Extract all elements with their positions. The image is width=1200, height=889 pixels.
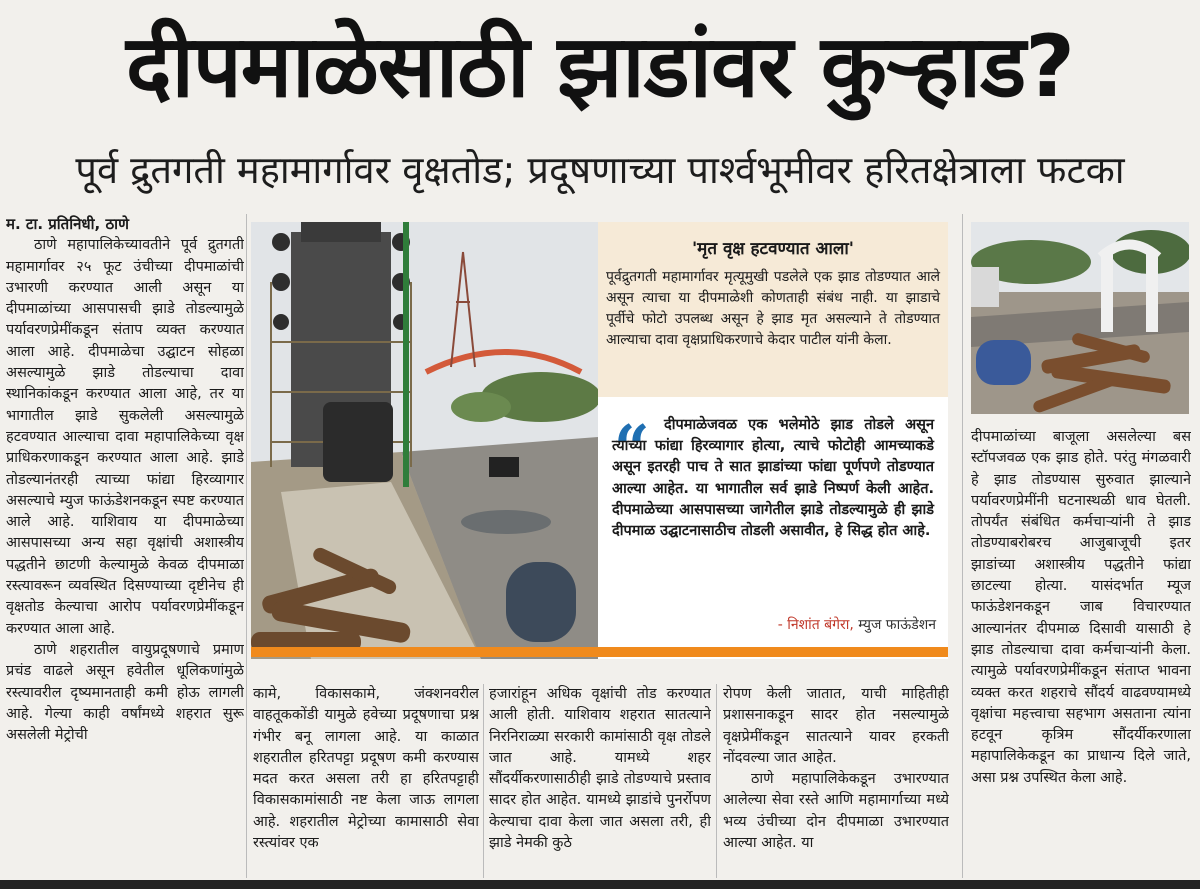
quote-attribution [778,615,936,634]
deepmal-tower-photo [251,222,598,659]
article-column-5 [971,427,1191,878]
paragraph: रोपण केली जातात, याची माहितीही प्रशासनाकडून सादर होत नसल्यामुळे वृक्षप्रेमींकडून सातत्याने यावर हरकती नोंदवल्या जात आहेत. [723,686,949,766]
paragraph: दीपमाळांच्या बाजूला असलेल्या बस स्टॉपजवळ एक झाड होते. परंतु मंगळवारी हे झाड तोडण्यास सुरुवात झाल्याने पर्यावरणप्रेमींनी घटनास्थळी धाव घेतली. तोपर्यंत संबंधित कर्मचाऱ्यांनी ते झाड तोडण्याबरोबरच आजुबाजूची इतर झाडांच्या अशास्त्रीय पद्धतीने फांद्या छाटल्या होत्या. यासंदर्भात म्यूज फाऊंडेशनकडून जाब विचारण्यात आल्यानंतर दीपमाळ दिसावी यासाठी हे झाड तोडल्याचा दावा कर्मचाऱ्यांनी केला. त्यामुळे पर्यावरणप्रेमींकडून संताप्त भावना व्यक्त करत शहराचे सौंदर्य वाढवण्यामध्ये वृक्षांचा महत्त्वाचा सहभाग असताना त्यांना हटवून कृत्रिम सौंदर्यीकरणाला महापालिकेकडून का प्राधान्य दिले जाते, असा प्रश्न उपस्थित केला आहे. [971,429,1191,786]
accent-bar [251,647,948,657]
subheadline: पूर्व द्रुतगती महामार्गावर वृक्षतोड; प्रदूषणाच्या पार्श्वभूमीवर हरितक्षेत्राला फटका [75,148,1125,192]
quote-box [598,397,948,659]
quote-author-org: म्युज फाऊंडेशन [858,617,936,633]
quote-text: दीपमाळेजवळ एक भलेमोठे झाड तोडले असून त्याच्या फांद्या हिरव्यागार होत्या, त्याचे फोटोही आमच्याकडे असून इतरही पाच ते सात झाडांच्या फांद्या पूर्णपणे तोडण्यात आल्या आहेत. या भागातील सर्व झाडे निष्पर्ण केली आहेत. दीपमाळेच्या आसपासच्या जागेतील झाडे तोडल्यामुळे ही झाडे दीपमाळ उद्घाटनासाठीच तोडली असावीत, हे सिद्ध होत आहे. [612,417,934,540]
paragraph: कामे, विकासकामे, जंक्शनवरील वाहतूककोंडी यामुळे हवेच्या प्रदूषणाचा प्रश्न गंभीर बनू लागला आहे. या काळात शहरातील हरितपट्टा प्रदूषण कमी करण्यास मदत करत असला तरी हा हरितपट्टाही विकासकामांसाठी नष्ट केला जाऊ लागला आहे. शहरातील मेट्रोच्या कामासाठी सेवा रस्त्यांवर एक [253,686,479,852]
paragraph: ठाणे शहरातील वायुप्रदूषणाचे प्रमाण प्रचंड वाढले असून हवेतील धूलिकणांमुळे रस्त्यावरील दृष्यमानताही कमी होऊ लागली आहे. गेल्या काही वर्षांमध्ये शहरात सुरू असलेली मेट्रोची [6,641,244,744]
quote-mark-icon: “ [614,411,650,484]
infobox-text: पूर्वद्रुतगती महामार्गावर मृत्यूमुखी पडलेले एक झाड तोडण्यात आले असून त्याचा या दीपमाळेशी कोणताही संबंध नाही. या झाडाचे पूर्वीचे फोटो उपलब्ध असून हे झाड मृत असल्याने ते तोडण्यात आल्याचा दावा वृक्षप्राधिकरणाचे केदार पाटील यांनी केला. [606,269,940,348]
article-column-3 [489,684,711,878]
article-column-4 [723,684,949,878]
tree-authority-statement-box [598,222,948,397]
paragraph: ठाणे महापालिकेच्यावतीने पूर्व द्रुतगती महामार्गावर २५ फूट उंचीच्या दीपमाळांची उभारणी करण्यात आली असून या दीपमाळांच्या आसपासची झाडे तोडल्यामुळे पर्यावरणप्रेमींकडून संताप व्यक्त करण्यात आला आहे. दीपमाळेचा उद्घाटन सोहळा असल्यामुळे झाडे तोडल्याचा दावा स्थानिकांकडून करण्यात आला आहे, तर या भागातील झाडे सुकलेली असल्यामुळे हटवण्यात आल्याचा दावा महापालिकेच्या वृक्ष प्राधिकरणाकडून करण्यात आला आहे. झाडे तोडल्यानंतरही त्याच्या फांद्या हिरव्यागार असल्याचे म्युज फाऊंडेशनकडून स्पष्ट करण्यात आले आहे. याशिवाय या दीपमाळेच्या आसपासच्या अन्य सहा वृक्षांची अशास्त्रीय पद्धतीने छाटणी केल्यामुळे केवळ दीपमाळा रस्त्यावरून व्यवस्थित दिसण्याच्या दृष्टीनेच ही वृक्षतोड केल्याचा आरोप पर्यावरणप्रेमींकडून करण्यात आला आहे. [6,237,244,637]
article-column-2 [253,684,479,878]
headline: दीपमाळेसाठी झाडांवर कुऱ्हाड? [125,17,1075,117]
quote-author-name: - निशांत बंगेरा, [777,617,854,633]
column-divider [246,214,247,878]
paragraph: हजारांहून अधिक वृक्षांची तोड करण्यात आली होती. याशिवाय शहरात सातत्याने निरनिराळ्या सरकारी कामांसाठी वृक्ष तोडले जात आहे. यामध्ये शहर सौंदर्यीकरणासाठीही झाडे तोडण्याचे प्रस्ताव सादर होत आहेत. यामध्ये झाडांचे पुनर्रोपण केल्याचा दावा केला जात असला तरी, ही झाडे नेमकी कुठे [489,686,711,852]
column-divider [483,684,484,878]
column-divider [716,684,717,878]
page-bottom-border [0,880,1200,889]
infobox-title: 'मृत वृक्ष हटवण्यात आला' [691,239,855,259]
felled-tree-photo [971,222,1189,414]
byline: म. टा. प्रतिनिधी, ठाणे [6,215,129,233]
paragraph: ठाणे महापालिकेकडून उभारण्यात आलेल्या सेवा रस्ते आणि महामार्गाच्या मध्ये भव्य उंचीच्या दोन दीपमाळा उभारण्यात आल्या आहेत. या [723,771,949,852]
column-divider [962,214,963,878]
article-column-1 [6,214,244,878]
